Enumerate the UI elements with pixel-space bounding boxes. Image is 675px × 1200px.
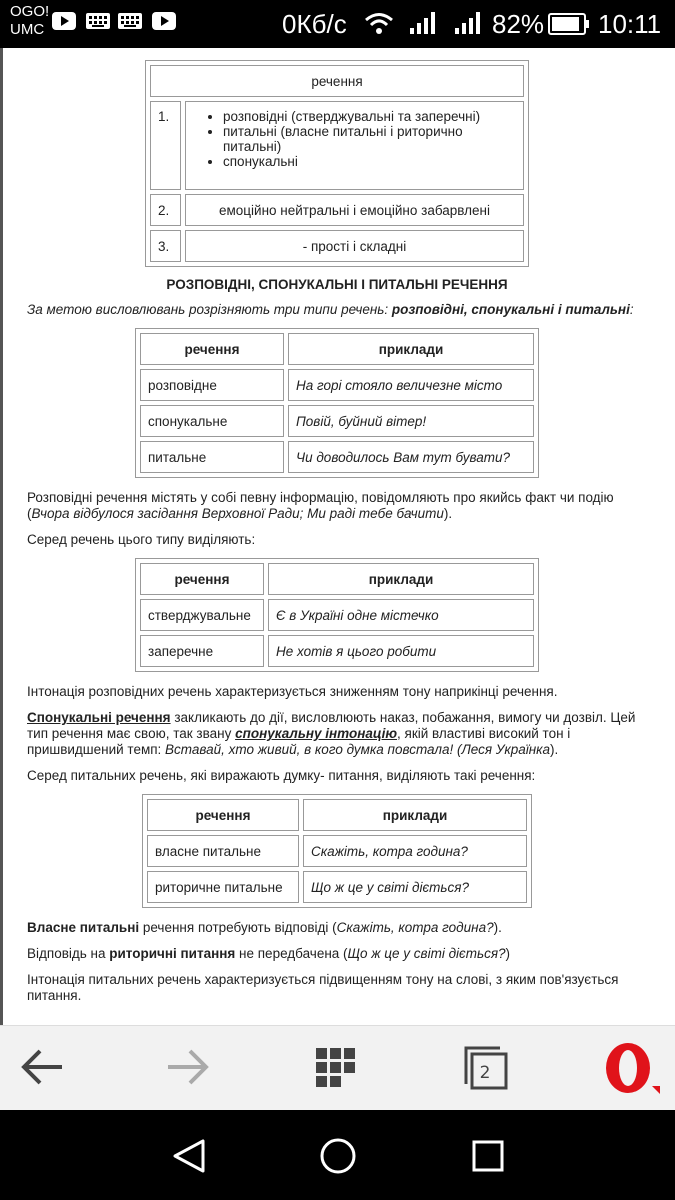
question-types-table [142, 794, 532, 908]
table-cell: заперечне [140, 635, 264, 667]
wifi-icon [364, 11, 394, 35]
network-speed: 0Кб/с [282, 9, 347, 39]
rhetorical-paragraph [27, 946, 647, 962]
table-row [147, 799, 527, 831]
youtube-icon [52, 12, 76, 30]
recents-square-icon[interactable] [470, 1138, 506, 1174]
column-header: речення [147, 799, 299, 831]
system-navigation-bar [0, 1110, 675, 1200]
paragraph-text: речення потребують відповіді ( [139, 920, 337, 935]
list-item: • розповідні (стверджувальні та заперечні) [223, 109, 516, 124]
column-header: речення [140, 563, 264, 595]
battery-icon [548, 13, 590, 35]
paragraph-text: Розповідні речення містять у собі певну інформацію, повідомляють про якийсь факт чи подію ( [27, 490, 614, 521]
imperative-paragraph [27, 710, 647, 758]
table-cell: Не хотів я цього робити [268, 635, 534, 667]
intro-paragraph [27, 302, 647, 318]
column-header: речення [140, 333, 284, 365]
table-cell: розповідне [140, 369, 284, 401]
table-row [150, 65, 524, 97]
paragraph-text: закликають до дії, висловлюють наказ, побажання, вимогу чи дозвіл. Цей тип речення має свою, так звану [27, 710, 636, 741]
table-row [147, 835, 527, 867]
keyboard-icon [86, 12, 110, 30]
table-cell: Чи доводилось Вам тут бувати? [288, 441, 534, 473]
intro-bold: розповідні, спонукальні і питальні [391, 302, 630, 317]
table-cell: емоційно нейтральні і емоційно забарвлені [185, 194, 524, 226]
table-cell: Скажіть, котра година? [303, 835, 527, 867]
row-number: 1. [150, 101, 181, 190]
sentence-types-table [145, 60, 529, 267]
clock: 10:11 [598, 9, 662, 39]
table-row [147, 871, 527, 903]
declarative-paragraph [27, 490, 647, 522]
table-row [150, 194, 524, 226]
table-row [140, 441, 534, 473]
column-header: приклади [268, 563, 534, 595]
table-row [150, 101, 524, 190]
table-cell: - прості і складні [185, 230, 524, 262]
keyboard-icon [118, 12, 142, 30]
table-header-cell: речення [150, 65, 524, 97]
table-cell [185, 101, 524, 190]
example-text: Скажіть, котра година? [336, 920, 494, 935]
paragraph-end: ) [505, 946, 511, 961]
column-header: приклади [303, 799, 527, 831]
article [27, 48, 647, 1014]
browser-toolbar [0, 1025, 675, 1111]
signal-icon [455, 12, 483, 36]
term-link[interactable]: спонукальну інтонацію [235, 726, 398, 741]
bullet-list [193, 109, 516, 169]
forward-arrow-icon[interactable] [164, 1046, 212, 1088]
table-cell: власне питальне [147, 835, 299, 867]
opera-menu-icon[interactable] [600, 1042, 660, 1096]
column-header: приклади [288, 333, 534, 365]
row-number: 3. [150, 230, 181, 262]
table-cell: Повій, буйний вітер! [288, 405, 534, 437]
status-bar [0, 0, 675, 48]
carrier-line2: UMC [10, 21, 45, 38]
web-content [0, 48, 675, 1025]
home-circle-icon[interactable] [318, 1136, 358, 1176]
paragraph-text: , якій властиві високий тон і пришвидшений темп: [27, 726, 571, 757]
tab-count: 2 [479, 1063, 491, 1083]
section-heading: РОЗПОВІДНІ, СПОНУКАЛЬНІ І ПИТАЛЬНІ РЕЧЕННЯ [166, 277, 508, 292]
back-triangle-icon[interactable] [170, 1138, 210, 1174]
table-row [140, 405, 534, 437]
table-cell: стверджувальне [140, 599, 264, 631]
example-text: Вставай, хто живий, в кого думка повстала! (Леся Українка [165, 742, 551, 757]
table-row [140, 563, 534, 595]
row-number: 2. [150, 194, 181, 226]
example-text: Що ж це у світі діється? [347, 946, 506, 961]
back-arrow-icon[interactable] [18, 1046, 66, 1088]
youtube-icon [152, 12, 176, 30]
paragraph-end: ). [443, 506, 453, 521]
table-row [140, 635, 534, 667]
table-row [140, 599, 534, 631]
list-item: • спонукальні [223, 154, 516, 169]
content-edge [0, 48, 3, 1025]
table-cell: Що ж це у світі діється? [303, 871, 527, 903]
proper-questions-paragraph [27, 920, 647, 936]
bold-term: риторичні питання [109, 946, 236, 961]
paragraph-end: ). [550, 742, 559, 757]
table-row [150, 230, 524, 262]
carrier-line1: OGO! [10, 3, 50, 20]
term-link[interactable]: Спонукальні речення [27, 710, 171, 725]
question-intonation-paragraph: Інтонація питальних речень характеризується підвищенням тону на слові, з яким пов'язується питання. [27, 972, 619, 1003]
table-row [140, 369, 534, 401]
table-row [140, 333, 534, 365]
table-cell: риторичне питальне [147, 871, 299, 903]
paragraph-text: не передбачена ( [235, 946, 348, 961]
intro-text: За метою висловлювань розрізняють три типи речень: [27, 302, 392, 317]
bold-term: Власне питальні [27, 920, 140, 935]
questions-paragraph: Серед питальних речень, які виражають думку- питання, виділяють такі речення: [27, 768, 536, 783]
table-cell: Є в Україні одне містечко [268, 599, 534, 631]
list-item: • питальні (власне питальні і риторично питальні) [223, 124, 516, 154]
examples-table [135, 328, 539, 478]
example-text: Вчора відбулося засідання Верховної Ради; Ми раді тебе бачити [31, 506, 444, 521]
table-cell: На горі стояло величезне місто [288, 369, 534, 401]
signal-icon [410, 12, 438, 36]
intro-end: : [629, 302, 634, 317]
carrier-label [10, 3, 49, 39]
intonation-paragraph: Інтонація розповідних речень характеризується зниженням тону наприкінці речення. [27, 684, 558, 699]
paragraph-text: Відповідь на [27, 946, 110, 961]
paragraph-end: ). [493, 920, 502, 935]
speed-dial-icon[interactable] [314, 1046, 358, 1090]
table-cell: питальне [140, 441, 284, 473]
declarative-types-table [135, 558, 539, 672]
among-paragraph: Серед речень цього типу виділяють: [27, 532, 256, 547]
battery-percent: 82% [492, 9, 545, 39]
table-cell: спонукальне [140, 405, 284, 437]
